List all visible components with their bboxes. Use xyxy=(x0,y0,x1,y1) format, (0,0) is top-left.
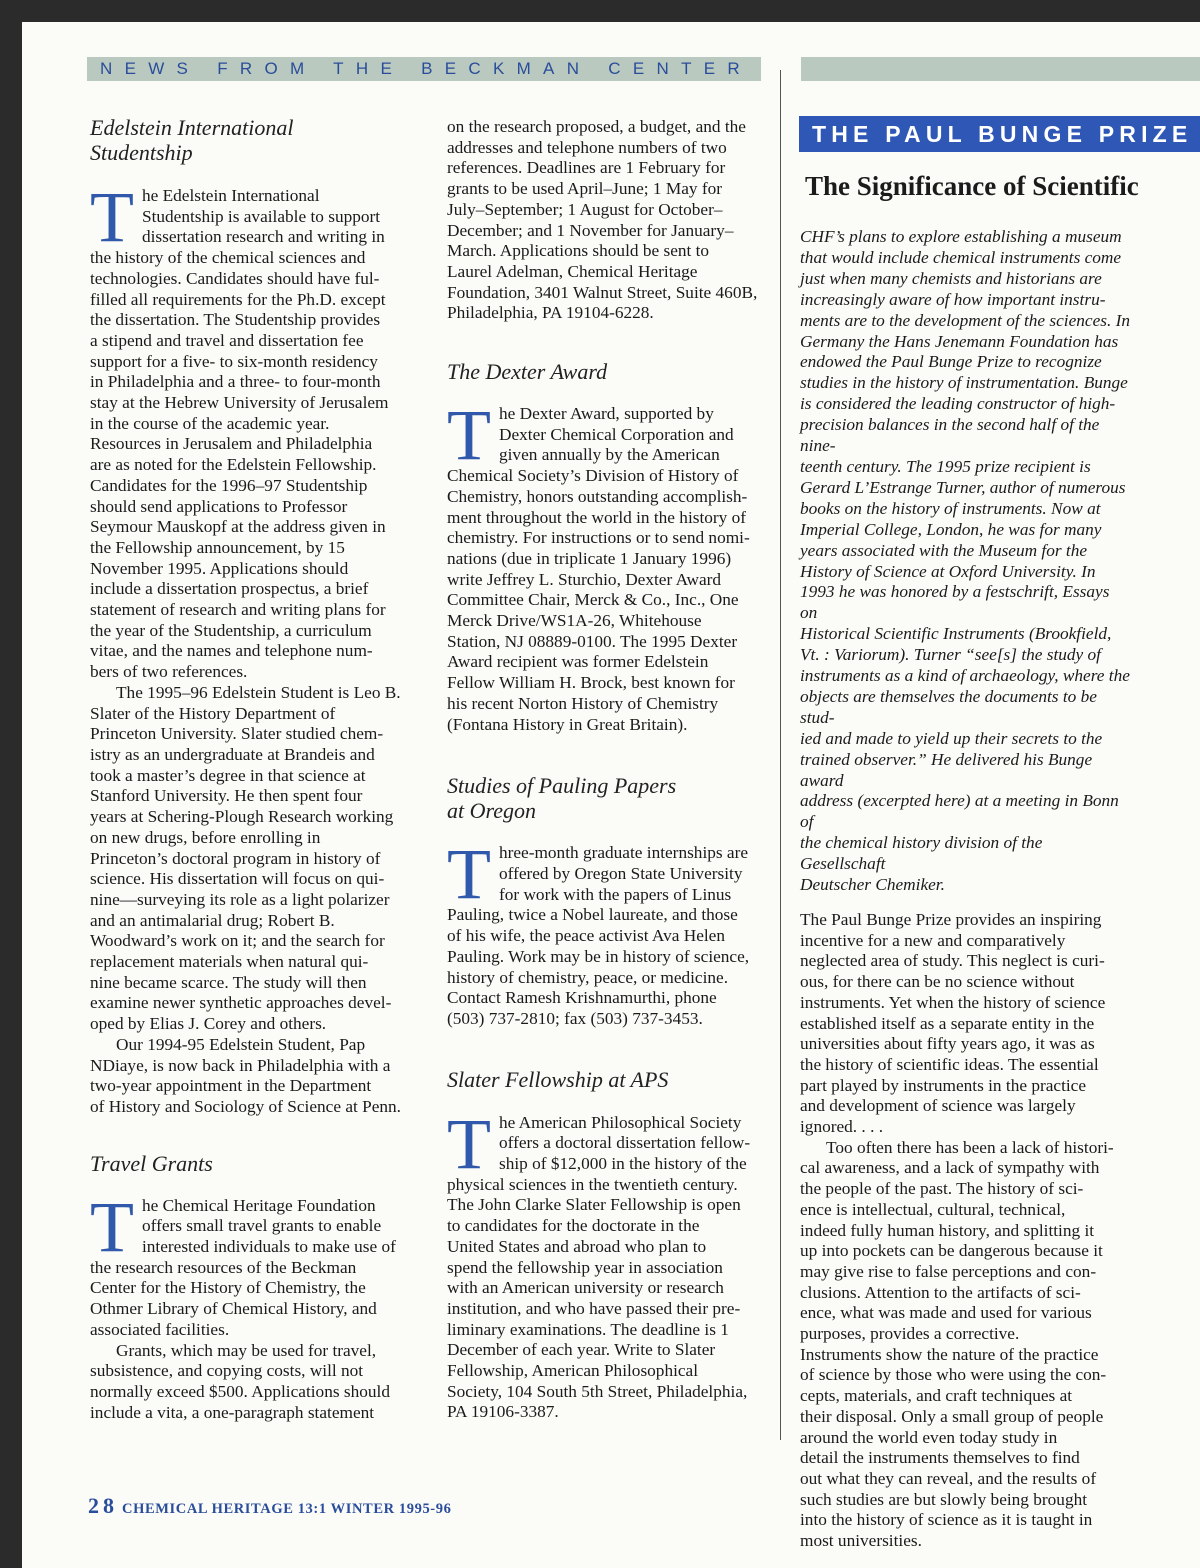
section-title-dexter-award: The Dexter Award xyxy=(447,359,608,385)
edelstein-paragraph-3: Our 1994-95 Edelstein Student, Pap NDiaye, is now back in Philadelphia with a two-year appointment in the Department of History and Sociology of Science at Penn. xyxy=(90,1034,402,1116)
page-number: 28 xyxy=(88,1493,118,1518)
section-title-edelstein: Edelstein International Studentship xyxy=(90,115,294,165)
slater-paragraph: T he American Philosophical Society offers a doctoral dissertation fellow- ship of $12,000 in the history of the physical sciences in the twentieth century. The John Clarke Slater Fellowship is open to candidates for the doctorate in the United States and abroad who plan to spend the fellowship year in association with an American university or research institution, and who have passed their pre- liminary examinations. The deadline is 1 December of each year. Write to Slater Fellowship, American Philosophical Society, 104 South 5th Street, Philadelphia, PA 19106-3387. xyxy=(447,1103,751,1422)
column-middle xyxy=(447,117,767,1423)
section-title-pauling-papers: Studies of Pauling Papers at Oregon xyxy=(447,773,677,824)
drop-cap: T xyxy=(447,834,491,915)
drop-cap: T xyxy=(90,177,134,257)
drop-cap: T xyxy=(447,1103,491,1184)
column-right xyxy=(800,227,1130,1552)
article-body-paragraph-1: The Paul Bunge Prize provides an inspiring incentive for a new and comparatively neglected area of study. This neglect is curi- ous, for there can be no science without instruments. Yet when the history of science established itself as a separate entity in the universities about fifty years ago, it was as the history of scientific ideas. The essential part played by instruments in the practice and development of science was largely ignored. . . . xyxy=(800,910,1106,1137)
pauling-paragraph: T hree-month graduate internships are offered by Oregon State University for work with the papers of Linus Pauling, twice a Nobel laureate, and those of his wife, the peace activist Ava Helen Pauling. Work may be in history of science, history of chemistry, peace, or medicine. Contact Ramesh Krishnamurthi, phone (503) 737-2810; fax (503) 737-3453. xyxy=(447,834,750,1028)
edelstein-paragraph-1: T he Edelstein International Studentship is available to support dissertation research and writing in the history of the chemical sciences and technologies. Candidates should have ful- filled all requirements for the Ph.D. except the dissertation. The Studentship provides a stipend and travel and dissertation fee support for a five- to six-month residency in Philadelphia and a three- to four-month stay at the Hebrew University of Jerusalem in the course of the academic year. Resources in Jerusalem and Philadelphia are as noted for the Edelstein Fellowship. Candidates for the 1996–97 Studentship should send applications to Professor Seymour Mauskopf at the address given in the Fellowship announcement, by 15 November 1995. Applications should include a dissertation prospectus, a brief statement of research and writing plans for the year of the Studentship, a curriculum vitae, and the names and telephone num- bers of two references. xyxy=(90,177,389,682)
magazine-page xyxy=(22,22,1200,1568)
dexter-paragraph: T he Dexter Award, supported by Dexter Chemical Corporation and given annually by the American Chemical Society’s Division of History of Chemistry, honors outstanding accomplish- ment throughout the world in the history of chemistry. For instructions or to send nomi- nations (due in triplicate 1 January 1996) write Jeffrey L. Sturchio, Dexter Award Committee Chair, Merck & Co., Inc., One Merck Drive/WS1A-26, Whitehouse Station, NJ 08889-0100. The 1995 Dexter Award recipient was former Edelstein Fellow William H. Brock, best known for his recent Norton History of Chemistry (Fontana History in Great Britain). xyxy=(447,395,750,734)
column-left xyxy=(90,115,410,1423)
drop-cap: T xyxy=(90,1186,134,1267)
right-header-band xyxy=(801,57,1200,81)
article-body-paragraph-2: Too often there has been a lack of histori- cal awareness, and a lack of sympathy with the people of the past. The history of sci- ence is intellectual, cultural, technical, indeed fully human history, and splitting it up into pockets can be dangerous because it may give rise to false perceptions and con- clusions. Attention to the artifacts of sci- ence, what was made and used for various purposes, provides a corrective. Instruments show the nature of the practice of science by those who were using the con- cepts, materials, and craft techniques at their disposal. Only a small group of people around the world even today study in detail the instruments themselves to find out what they can reveal, and the results of such studies are but slowly being brought into the history of science as it is taught in most universities. xyxy=(800,1137,1114,1551)
article-intro: CHF’s plans to explore establishing a museum that would include chemical instruments come just when many chemists and historians are increasingly aware of how important instru- ments are to the development of the sciences. In Germany the Hans Jenemann Foundation has endowed the Paul Bunge Prize to recognize studies in the history of instrumentation. Bunge is considered the leading constructor of high- precision balances in the second half of the nine- teenth century. The 1995 prize recipient is Gerard L’Estrange Turner, author of numerous books on the history of instruments. Now at Imperial College, London, he was for many years associated with the Museum for the History of Science at Oxford University. In 1993 he was honored by a festschrift, Essays on Historical Scientific Instruments (Brookfield, Vt. : Variorum). Turner “see[s] the study of instruments as a kind of archaeology, where the objects are themselves the documents to be stud- ied and made to yield up their secrets to the trained observer.” He delivered his Bunge award address (excerpted here) at a meeting in Bonn of the chemical history division of the Gesellschaft Deutscher Chemiker. xyxy=(800,227,1130,895)
page-footer xyxy=(88,1493,451,1519)
edelstein-paragraph-2: The 1995–96 Edelstein Student is Leo B. Slater of the History Department of Princeton University. Slater studied chem- istry as an undergraduate at Brandeis and took a master’s degree in that science at Stanford University. He then spent four years at Schering-Plough Research working on new drugs, before enrolling in Princeton’s doctoral program in history of science. His dissertation will focus on qui- nine—surveying its role as a light polarizer and an antimalarial drug; Robert B. Woodward’s work on it; and the search for replacement materials when natural qui- nine became scarce. The study will then examine newer synthetic approaches devel- oped by Elias J. Corey and others. xyxy=(90,682,401,1034)
section-title-travel-grants: Travel Grants xyxy=(90,1150,213,1176)
column-divider xyxy=(780,70,781,1440)
section-title-slater-fellowship: Slater Fellowship at APS xyxy=(447,1066,669,1092)
publication-info: CHEMICAL HERITAGE 13:1 WINTER 1995-96 xyxy=(122,1501,452,1517)
travel-grants-continued: on the research proposed, a budget, and the addresses and telephone numbers of two references. Deadlines are 1 February for grants to be used April–June; 1 May for July–September; 1 August for October– December; and 1 November for January– March. Applications should be sent to Laurel Adelman, Chemical Heritage Foundation, 3401 Walnut Street, Suite 460B, Philadelphia, PA 19104-6228. xyxy=(447,117,758,323)
travel-grants-paragraph-2: Grants, which may be used for travel, subsistence, and copying costs, will not normally exceed $500. Applications should include a vita, a one-paragraph statement xyxy=(90,1340,390,1422)
drop-cap: T xyxy=(447,395,491,476)
section-header-label: NEWS FROM THE BECKMAN CENTER xyxy=(100,59,752,78)
travel-grants-paragraph-1: T he Chemical Heritage Foundation offers small travel grants to enable interested individuals to make use of the research resources of the Beckman Center for the History of Chemistry, the Othmer Library of Chemical History, and associated facilities. xyxy=(90,1186,396,1339)
prize-banner-label: THE PAUL BUNGE PRIZE xyxy=(812,121,1193,147)
article-title: The Significance of Scientific xyxy=(805,171,1139,201)
